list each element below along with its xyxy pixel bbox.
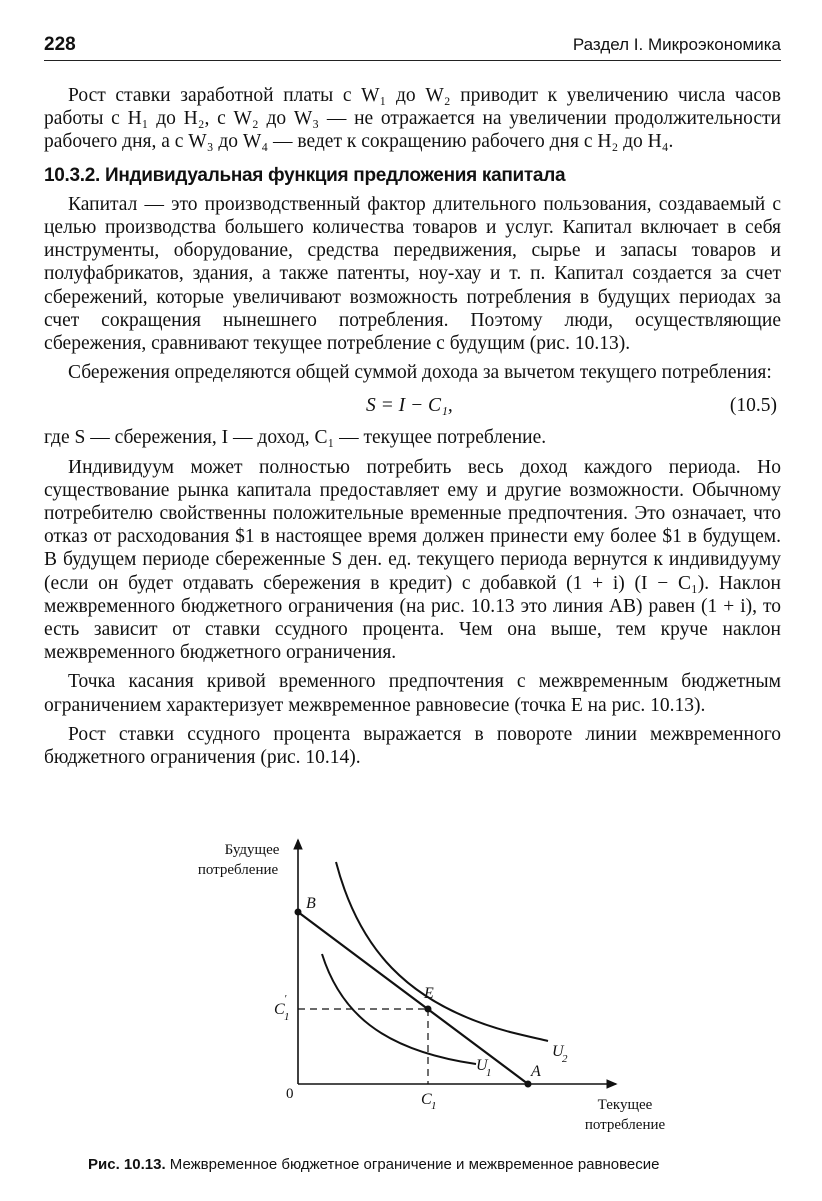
u1-label: U — [476, 1057, 488, 1074]
point-e-dot — [425, 1006, 432, 1013]
c1-prime-label: C — [274, 1001, 285, 1018]
point-a-label: A — [531, 1063, 541, 1080]
paragraph-formula-legend: где S — сбережения, I — доход, C₁ — текущее потребление. — [44, 427, 547, 449]
x-axis-label-line2: потребление — [584, 1117, 666, 1133]
y-axis-label-line1: Будущее — [224, 842, 280, 858]
paragraph-savings: Сбережения определяются общей суммой дохода за вычетом текущего потребления: — [68, 362, 772, 384]
paragraph-individual: Индивидуум может полностью потребить весь доход каждого периода. Но существование рынка капитала предоставляет ему и другие возможности. Обычному потребителю свойственны положительные временные предпочтения. Это означает, что отказ от расходования $1 в настоящее время должен принести ему более $1 в будущем. В будущем периоде сбереженные S ден. ед. текущего периода вернутся к индивидууму (если он будет отдавать сбережения в кредит) с добавкой (1 + i) (I − C₁). Наклон межвременного бюджетного ограничения (на рис. 10.13 это линия AB) равен (1 + i), то есть зависит от ставки ссудного процента. Чем она выше, тем круче наклон межвременного бюджетного ограничения. — [44, 456, 781, 664]
c1-prime-mark: ′ — [284, 993, 287, 1005]
formula-row — [44, 390, 781, 424]
point-e-label: E — [424, 985, 434, 1002]
c1-label: C — [421, 1091, 432, 1108]
y-axis-label-line2: потребление — [197, 862, 279, 878]
paragraph-equilibrium: Точка касания кривой временного предпочтения с межвременным бюджетным ограничением характеризует межвременное равновесие (точка E на рис. 10.13). — [44, 671, 781, 716]
point-a-dot — [525, 1081, 532, 1088]
running-title: Раздел I. Микроэкономика — [572, 35, 781, 54]
u1-sub: 1 — [486, 1067, 492, 1079]
paragraph-interest-rate: Рост ставки ссудного процента выражается в повороте линии межвременного бюджетного ограничения (рис. 10.14). — [44, 723, 781, 769]
budget-line-ab — [298, 912, 528, 1084]
figure-caption — [88, 1156, 748, 1173]
c1-prime-sub: 1 — [284, 1011, 290, 1023]
page-number: 228 — [44, 34, 76, 55]
paragraph-wage-rate: Рост ставки заработной платы с W₁ до W₂ приводит к увеличению числа часов работы с H₁ до H₂, с W₂ до W₃ — не отражается на увеличении продолжительности рабочего дня, а с W₃ до W₄ — ведет к сокращению рабочего дня с H₂ до H₄. — [44, 85, 781, 153]
indifference-curve-u2 — [336, 862, 548, 1041]
c1-sub: 1 — [431, 1100, 437, 1112]
point-b-label: B — [306, 895, 316, 912]
intertemporal-diagram — [180, 826, 700, 1140]
figure-10-13 — [180, 826, 700, 1140]
page-header — [44, 30, 781, 61]
formula: S = I − C₁, — [366, 395, 453, 417]
caption-text: Межвременное бюджетное ограничение и межвременное равновесие — [169, 1156, 660, 1173]
section-heading: 10.3.2. Индивидуальная функция предложения капитала — [44, 164, 566, 186]
body-text — [44, 84, 781, 775]
u2-label: U — [552, 1043, 564, 1060]
paragraph-capital: Капитал — это производственный фактор длительного пользования, создаваемый с целью производства большего количества товаров и услуг. Капитал включает в себя инструменты, оборудование, средства передвижения, сырье и запасы товаров и полуфабрикатов, здания, а также патенты, ноу-хау и т. п. Капитал создается за счет сбережений, которые увеличивают возможность потребления в будущих периодах за счет сокращения нынешнего потребления. Поэтому люди, осуществляющие сбережения, сравнивают текущее потребление с будущим (рис. 10.13). — [44, 193, 781, 355]
u2-sub: 2 — [562, 1053, 568, 1065]
formula-number: (10.5) — [729, 395, 777, 417]
x-axis-label-line1: Текущее — [597, 1097, 653, 1113]
caption-label: Рис. 10.13. — [88, 1156, 166, 1173]
origin-label: 0 — [286, 1086, 294, 1102]
point-b-dot — [295, 909, 302, 916]
